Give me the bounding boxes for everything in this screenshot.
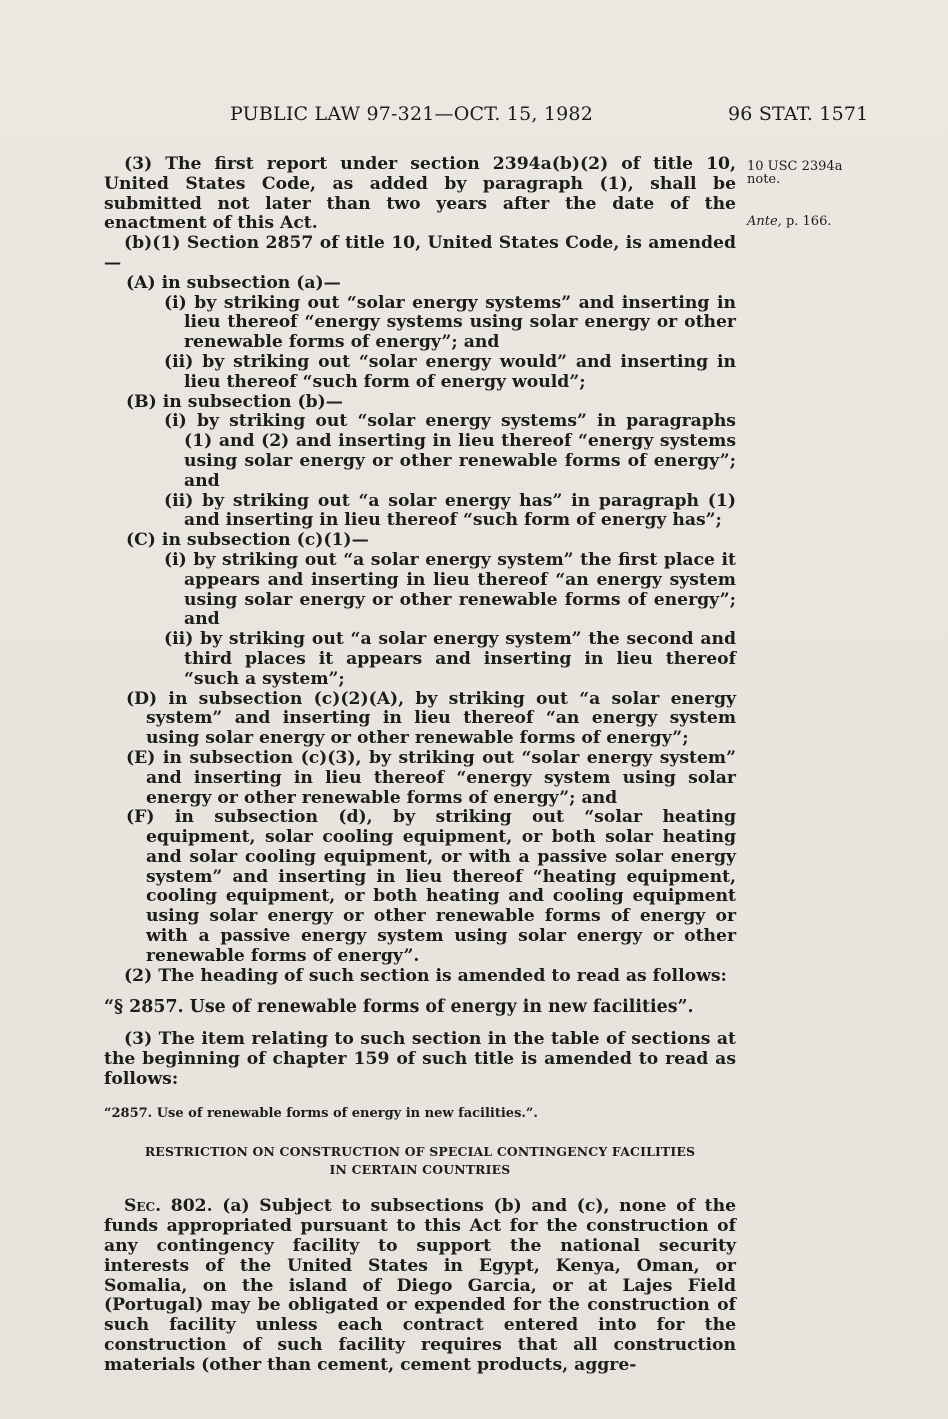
statute-page: 96 STAT. 1571 <box>728 103 869 125</box>
margin-note-page: p. 166. <box>785 214 832 229</box>
clause-b-i: (i) by striking out “solar energy systems” in paragraphs (1) and (2) and inserting in lieu thereof “energy systems using solar energy or other renewable forms of energy”; and <box>164 411 736 491</box>
clause-a-i: (i) by striking out “solar energy systems” and inserting in lieu thereof “energy systems using solar energy or other renewable forms of energy”; and <box>164 292 736 353</box>
section-heading-line-1: RESTRICTION ON CONSTRUCTION OF SPECIAL CONTINGENCY FACILITIES <box>144 1144 696 1160</box>
clause-c: (C) in subsection (c)(1)— <box>126 530 369 551</box>
section-heading-line-2: IN CERTAIN COUNTRIES <box>329 1162 511 1178</box>
document-body <box>104 155 736 1376</box>
clause-c-ii: (ii) by striking out “a solar energy system” the second and third places it appears and inserting in lieu thereof “such a system”; <box>164 629 736 689</box>
clause-c-i: (i) by striking out “a solar energy system” the first place it appears and inserting in lieu thereof “an energy system using solar energy or other renewable forms of energy”; and <box>164 549 736 630</box>
paragraph-3: (3) The first report under section 2394a(b)(2) of title 10, United States Code, as added by paragraph (1), shall be submitted not later than two years after the date of the enactment of this Act. <box>104 154 736 234</box>
clause-e: (E) in subsection (c)(3), by striking out “solar energy system” and inserting in lieu thereof “energy system using solar energy or other renewable forms of energy”; and <box>126 747 736 808</box>
clause-b-ii: (ii) by striking out “a solar energy has” in paragraph (1) and inserting in lieu thereof “such form of energy has”; <box>164 490 736 531</box>
paragraph-3b: (3) The item relating to such section in the table of sections at the beginning of chapter 159 of such title is amended to read as follows: <box>104 1029 736 1089</box>
margin-note-ante <box>747 215 857 228</box>
section-802-text: (a) Subject to subsections (b) and (c), none of the funds appropriated pursuant to this Act for the construction of any contingency facility to support the national security interests of the United States in Egypt, Kenya, Oman, or Somalia, on the island of Diego Garcia, or at Lajes Field (Portugal) may be obligated or expended for the construction of such facility unless each contract entered into for the construction of such facility requires that all construction materials (other than cement, cement products, aggre- <box>104 1196 737 1375</box>
law-citation: PUBLIC LAW 97-321—OCT. 15, 1982 <box>230 103 594 125</box>
paragraph-2: (2) The heading of such section is amended to read as follows: <box>124 965 727 986</box>
section-heading <box>104 1143 736 1179</box>
clause-f: (F) in subsection (d), by striking out “solar heating equipment, solar cooling equipment, or both solar heating and solar cooling equipment, or with a passive solar energy system” and inserting in lieu thereof “heating equipment, cooling equipment, or both heating and cooling equipment using solar energy or other renewable forms of energy or with a passive energy system using solar energy or other renewable forms of energy”. <box>126 807 736 966</box>
margin-note-ante-word: Ante, <box>747 214 782 229</box>
clause-a: (A) in subsection (a)— <box>126 272 341 293</box>
section-802-label: Sec. 802. <box>124 1196 213 1217</box>
paragraph-b1: (b)(1) Section 2857 of title 10, United States Code, is amended— <box>104 233 736 273</box>
section-802 <box>104 1197 736 1375</box>
clause-d: (D) in subsection (c)(2)(A), by striking out “a solar energy system” and inserting in lieu thereof “an energy system using solar energy or other renewable forms of energy”; <box>126 688 736 749</box>
clause-a-ii: (ii) by striking out “solar energy would” and inserting in lieu thereof “such form of energy would”; <box>164 351 736 392</box>
margin-note-usc: 10 USC 2394a note. <box>747 159 843 187</box>
section-2857-heading: “§ 2857. Use of renewable forms of energy in new facilities”. <box>104 997 694 1018</box>
clause-b: (B) in subsection (b)— <box>126 391 343 412</box>
page-header <box>0 103 948 133</box>
table-of-sections-item: “2857. Use of renewable forms of energy in new facilities.”. <box>104 1105 538 1121</box>
